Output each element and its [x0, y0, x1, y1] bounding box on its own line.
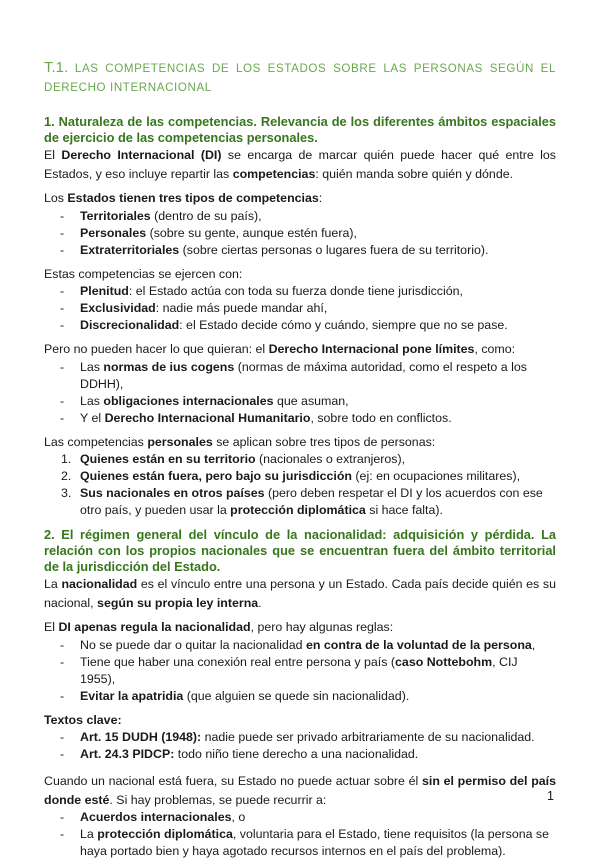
personal-list	[44, 451, 556, 519]
key-texts-heading: Textos clave:	[44, 712, 122, 727]
list-item: - Art. 15 DUDH (1948): nadie puede ser privado arbitrariamente de su nacionalidad.	[60, 730, 535, 744]
page-number: 1	[547, 789, 554, 803]
competence-types-list	[44, 208, 556, 259]
list-item: 1. Quienes están en su territorio (nacionales o extranjeros),	[61, 452, 406, 466]
list-item: - Acuerdos internacionales, o	[60, 810, 246, 824]
exercise-intro: Estas competencias se ejercen con:	[44, 266, 243, 281]
exercise-list	[44, 283, 556, 334]
list-item: - No se puede dar o quitar la nacionalidad en contra de la voluntad de la persona,	[60, 637, 536, 652]
key-texts-list	[44, 729, 556, 763]
list-item: - Territoriales (dentro de su país),	[60, 208, 262, 223]
nationals-abroad-paragraph: Cuando un nacional está fuera, su Estado no puede actuar sobre él sin el permiso del país donde esté. Si hay problemas, se puede recurrir a:	[44, 774, 557, 807]
section-2-heading: 2. El régimen general del vínculo de la nacionalidad: adquisición y pérdida. La relación con los propios nacionales que se encuentran fuera del ámbito territorial de la jurisdicción del Estado.	[44, 527, 556, 574]
list-item: - Plenitud: el Estado actúa con toda su fuerza donde tiene jurisdicción,	[60, 284, 463, 298]
list-item: - Extraterritoriales (sobre ciertas personas o lugares fuera de su territorio).	[60, 242, 489, 257]
limits-intro: Pero no pueden hacer lo que quieran: el Derecho Internacional pone límites, como:	[44, 342, 516, 356]
page-content	[44, 58, 556, 860]
section-1-intro: El Derecho Internacional (DI) se encarga de marcar quién puede hacer qué entre los Estados, y eso incluye repartir las competencias: quién manda sobre quién y dónde.	[44, 148, 556, 181]
list-item: - La protección diplomática, voluntaria para el Estado, tiene requisitos (la persona se haya portado bien y haya agotado recursos internos en el país del problema).	[60, 827, 550, 858]
list-item: - Las obligaciones internacionales que asuman,	[60, 393, 349, 408]
section-1-heading: 1. Naturaleza de las competencias. Relevancia de los diferentes ámbitos espaciales de ejercicio de las competencias personales.	[44, 114, 556, 145]
competence-types-intro: Los Estados tienen tres tipos de competencias:	[44, 191, 323, 205]
title-number: T.1.	[44, 59, 69, 76]
rules-intro: El DI apenas regula la nacionalidad, pero hay algunas reglas:	[44, 620, 394, 634]
section-2-intro: La nacionalidad es el vínculo entre una persona y un Estado. Cada país decide quién es su nacional, según su propia ley interna.	[44, 577, 557, 610]
list-item: - Tiene que haber una conexión real entre persona y país (caso Nottebohm, CIJ 1955),	[60, 654, 518, 686]
list-item: - Y el Derecho Internacional Humanitario, sobre todo en conflictos.	[60, 410, 452, 425]
rules-list	[44, 637, 556, 705]
personal-intro: Las competencias personales se aplican sobre tres tipos de personas:	[44, 434, 436, 449]
list-item: - Discrecionalidad: el Estado decide cómo y cuándo, siempre que no se pase.	[60, 318, 508, 332]
list-item: - Personales (sobre su gente, aunque estén fuera),	[60, 225, 357, 240]
list-item: - Exclusividad: nadie más puede mandar ahí,	[60, 301, 328, 315]
list-item: - Art. 24.3 PIDCP: todo niño tiene derecho a una nacionalidad.	[60, 747, 419, 761]
list-item: - Las normas de ius cogens (normas de máxima autoridad, como el respeto a los DDHH),	[60, 359, 527, 391]
document-title	[44, 58, 556, 97]
list-item: 2. Quienes están fuera, pero bajo su jurisdicción (ej: en ocupaciones militares),	[61, 469, 521, 483]
limits-list	[44, 359, 556, 427]
title-text: LAS COMPETENCIAS DE LOS ESTADOS SOBRE LAS PERSONAS SEGÚN EL DERECHO INTERNACIONAL	[44, 62, 556, 94]
list-item: 3. Sus nacionales en otros países (pero deben respetar el DI y los acuerdos con ese otro país, y pueden usar la protección diplomática si hace falta).	[61, 486, 543, 517]
remedies-list	[44, 809, 556, 860]
list-item: - Evitar la apatridia (que alguien se quede sin nacionalidad).	[60, 688, 410, 703]
